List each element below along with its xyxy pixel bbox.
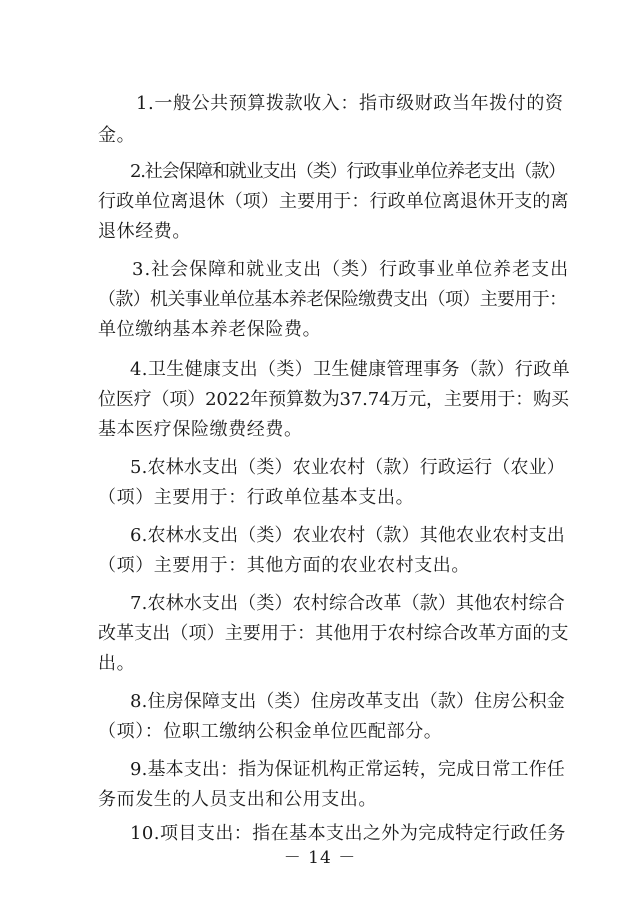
paragraph-6-line-2: （项）主要用于：其他方面的农业农村支出。: [98, 555, 470, 576]
paragraph-6-line-1: 6.农林水支出（类）农业农村（款）其他农业农村支出: [130, 525, 565, 546]
paragraph-8-line-2: （项）：位职工缴纳公积金单位匹配部分。: [98, 721, 443, 742]
paragraph-3-line-2: （款）机关事业单位基本养老保险缴费支出（项）主要用于：: [98, 289, 567, 310]
paragraph-5-line-1: 5.农林水支出（类）农业农村（款）行政运行（农业）: [130, 457, 565, 478]
paragraph-5-line-2: （项）主要用于：行政单位基本支出。: [98, 487, 415, 508]
page-number: － 14 －: [283, 848, 357, 868]
paragraph-7-line-1: 7.农林水支出（类）农村综合改革（款）其他农村综合: [130, 593, 565, 614]
paragraph-8-line-1: 8.住房保障支出（类）住房改革支出（款）住房公积金: [130, 691, 565, 712]
paragraph-3-line-1: 3.社会保障和就业支出（类）行政事业单位养老支出: [132, 259, 570, 280]
paragraph-9-line-1: 9.基本支出：指为保证机构正常运转，完成日常工作任: [130, 759, 565, 780]
paragraph-2-line-3: 退休经费。: [98, 221, 191, 242]
paragraph-2-line-1: 2.社会保障和就业支出（类）行政事业单位养老支出（款）: [130, 161, 565, 182]
paragraph-4-line-3: 基本医疗保险缴费经费。: [98, 419, 303, 440]
paragraph-4-line-2: 位医疗（项）2022年预算数为37.74万元，主要用于：购买: [98, 389, 569, 410]
paragraph-7-line-2: 改革支出（项）主要用于：其他用于农村综合改革方面的支: [98, 623, 569, 644]
paragraph-3-line-3: 单位缴纳基本养老保险费。: [98, 319, 322, 340]
paragraph-10-line-1: 10.项目支出：指在基本支出之外为完成特定行政任务: [130, 823, 566, 844]
paragraph-7-line-3: 出。: [98, 653, 136, 674]
paragraph-4-line-1: 4.卫生健康支出（类）卫生健康管理事务（款）行政单: [130, 359, 570, 380]
paragraph-2-line-2: 行政单位离退休（项）主要用于：行政单位离退休开支的离: [98, 191, 569, 212]
paragraph-1-line-1: 1.一般公共预算拨款收入：指市级财政当年拨付的资: [136, 93, 564, 114]
paragraph-9-line-2: 务而发生的人员支出和公用支出。: [98, 789, 377, 810]
paragraph-1-line-2: 金。: [98, 125, 136, 146]
